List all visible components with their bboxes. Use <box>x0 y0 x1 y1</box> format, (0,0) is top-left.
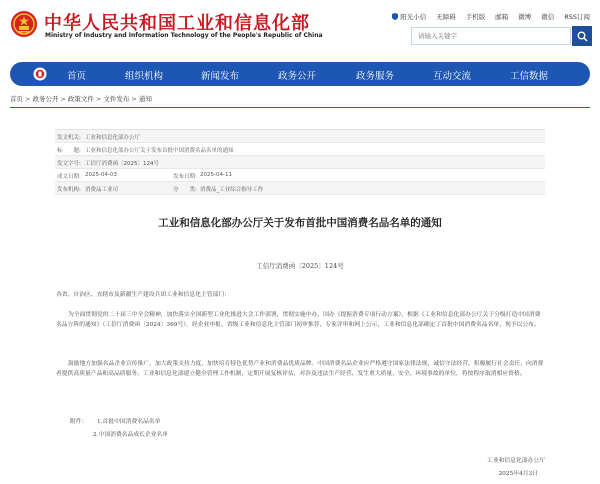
nav-organization[interactable]: 组织机构 <box>125 71 164 82</box>
nav-news[interactable]: 新闻发布 <box>201 71 240 82</box>
meta-label: 发文机关: <box>57 135 81 141</box>
meta-row-title <box>55 143 545 156</box>
nav-gov-services[interactable]: 政务服务 <box>356 71 395 82</box>
top-link-rss[interactable]: RSS订阅 <box>564 13 590 21</box>
meta-value: 2025-04-03 <box>85 172 117 178</box>
nav-home[interactable]: 首页 <box>67 71 87 82</box>
national-emblem-icon[interactable] <box>10 10 38 38</box>
meta-row-docnum <box>55 156 545 169</box>
top-link-mobile[interactable]: 手机版 <box>465 13 486 21</box>
home-logo-icon[interactable] <box>30 64 50 84</box>
top-link-mail[interactable]: 邮箱 <box>495 13 509 21</box>
main-nav <box>10 62 590 86</box>
site-header <box>0 0 600 58</box>
breadcrumb-notice[interactable]: 通知 <box>138 95 152 103</box>
meta-row-issuer <box>55 130 545 143</box>
signature-org: 工业和信息化部办公厅 <box>487 458 545 464</box>
breadcrumb-gov-affairs[interactable]: 政务公开 <box>32 95 59 103</box>
shield-icon <box>392 13 398 20</box>
meta-value: 消费品_工业综合指导工作 <box>200 187 264 193</box>
site-subtitle: Ministry of Industry and Information Technology of the People's Republic of China <box>45 32 323 39</box>
meta-row-dates <box>55 169 545 182</box>
article-title: 工业和信息化部办公厅关于发布首批中国消费名品名单的通知 <box>158 217 442 229</box>
top-link-accessibility[interactable]: 无障碍 <box>436 13 456 21</box>
meta-value: 2025-04-11 <box>200 172 232 178</box>
attachment-link-2[interactable]: 2.中国消费名品成长企业名单 <box>93 432 169 438</box>
nav-gov-affairs[interactable]: 政务公开 <box>278 71 317 82</box>
search-button[interactable] <box>572 26 592 46</box>
meta-value: 消费品工业司 <box>85 187 119 193</box>
search-input[interactable] <box>411 27 571 45</box>
top-link-weibo[interactable]: 微博 <box>518 13 532 21</box>
site-title[interactable]: 中华人民共和国工业和信息化部 <box>44 13 310 34</box>
article-paragraph-2: 鼓励地方加强名品企业宣传推广，加大政策支持力度，加快培育特色优势产业和消费品优质品牌。中国消费名品企业应严格遵守国家法律法规，诚信守法经营，积极履行社会责任，向消费者提供高质量产品和高品质服务。工业和信息化部建立健全管理工作机制，定期开展复核评估，对涉及违法生产经营、发生重大质量、安全、环境事故的单位，将按程序取消相应资格。 <box>56 361 544 377</box>
nav-interaction[interactable]: 互动交流 <box>433 71 472 82</box>
article-address: 各省、自治区、直辖市及新疆生产建设兵团工业和信息化主管部门： <box>56 292 230 298</box>
top-link-sunshine[interactable]: 阳光小信 <box>392 12 426 21</box>
document-meta-table <box>55 129 545 195</box>
meta-label: 分 类: <box>173 187 197 193</box>
article-paragraph-1: 为全面贯彻党的二十届三中全会精神，加快落实全国新型工业化推进大会工作部署，贯彻实施中办、国办《提振消费专项行动方案》，根据《工业和信息化部办公厅关于分级打造中国消费名品方阵的通知》（工信厅消费函〔2024〕369号），经企业申报、省级工业和信息化主管部门初审推荐、专家评审和网上公示，工业和信息化部确定了首批中国消费名品名单，现予以公布。 <box>56 312 541 328</box>
meta-label: 标 题: <box>57 148 81 154</box>
meta-label: 发布机构: <box>57 187 81 193</box>
meta-value: 工业和信息化部办公厅关于发布首批中国消费名品名单的通知 <box>85 148 234 154</box>
divider <box>10 107 590 108</box>
breadcrumb-policy[interactable]: 政策文件 <box>67 95 94 103</box>
attachment-link-1[interactable]: 1.首批中国消费名品名单 <box>97 419 161 425</box>
article-docnum: 工信厅消费函〔2025〕124号 <box>256 262 344 270</box>
nav-data[interactable]: 工信数据 <box>510 71 549 82</box>
breadcrumb-home[interactable]: 首页 <box>10 95 23 103</box>
meta-value: 工业和信息化部办公厅 <box>85 135 141 141</box>
signature-date: 2025年4月3日 <box>498 471 538 477</box>
meta-label: 成文日期: <box>57 174 81 180</box>
top-links <box>392 12 590 21</box>
attachment-label: 附件： <box>70 419 88 425</box>
breadcrumb-release[interactable]: 文件发布 <box>103 95 130 103</box>
meta-label: 发布日期: <box>173 174 197 180</box>
meta-label: 发文字号: <box>57 161 81 167</box>
top-link-wechat[interactable]: 微信 <box>541 13 555 21</box>
meta-row-org <box>55 182 545 195</box>
breadcrumb: 首页 > 政务公开 > 政策文件 > 文件发布 > 通知 <box>10 95 152 103</box>
search-icon <box>577 31 588 42</box>
meta-value: 工信厅消费函〔2025〕124号 <box>85 161 159 167</box>
